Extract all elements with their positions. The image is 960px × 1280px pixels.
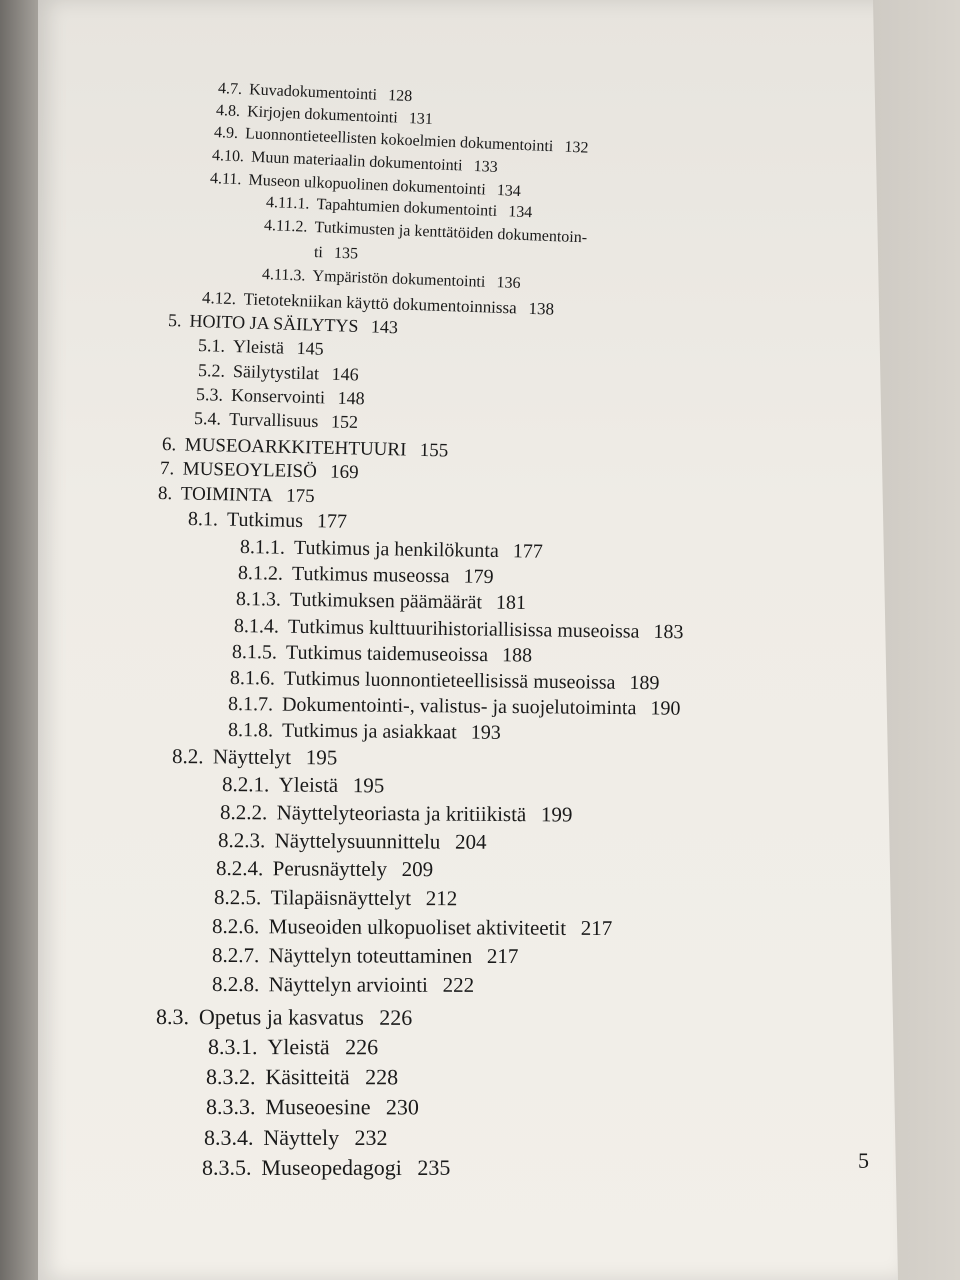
toc-entry xyxy=(222,772,385,798)
toc-entry-page: 128 xyxy=(387,87,413,106)
toc-entry-number: 8.1.1. xyxy=(239,536,286,559)
toc-entry-title: Luonnontieteellisten kokoelmien dokumentointi xyxy=(244,125,554,156)
toc-entry-page: 188 xyxy=(501,644,533,667)
toc-entry-title: Näyttelyt xyxy=(212,744,292,770)
toc-entry-page: 189 xyxy=(629,671,660,695)
toc-entry-number: 5.1. xyxy=(197,335,226,356)
toc-entry-number: 8.1. xyxy=(187,508,219,531)
toc-entry-page: 148 xyxy=(337,387,365,409)
toc-entry-title: Käsitteitä xyxy=(265,1064,350,1090)
toc-entry-title: ti xyxy=(313,244,324,262)
toc-entry-title: TOIMINTA xyxy=(180,483,274,507)
toc-entry-page: 131 xyxy=(408,110,434,129)
toc-entry xyxy=(206,1064,398,1090)
toc-entry xyxy=(228,693,681,721)
toc-entry xyxy=(194,408,359,433)
toc-entry-page: 136 xyxy=(496,274,521,293)
toc-entry-title: Tutkimus kulttuurihistoriallisissa museoissa xyxy=(287,615,640,643)
toc-entry-page: 195 xyxy=(305,745,338,770)
toc-entry-page: 204 xyxy=(454,829,487,854)
toc-entry-title: Muun materiaalin dokumentointi xyxy=(250,148,463,175)
page-number: 5 xyxy=(858,1148,869,1173)
toc-entry-number: 4.11.2. xyxy=(263,217,308,236)
toc-entry xyxy=(208,1034,378,1060)
toc-entry xyxy=(160,458,359,484)
toc-entry-page: 195 xyxy=(352,773,385,798)
toc-entry-number: 8.2.3. xyxy=(217,828,266,853)
toc-entry-page: 190 xyxy=(650,697,681,720)
toc-entry-page: 177 xyxy=(316,510,348,533)
toc-entry-number: 8.2.6. xyxy=(211,914,260,939)
toc-entry-page: 222 xyxy=(442,972,475,997)
toc-entry-number: 4.10. xyxy=(211,147,245,166)
toc-entry-title: Näyttelyn toteuttaminen xyxy=(268,943,473,968)
toc-entry-number: 8.3.3. xyxy=(205,1094,256,1120)
toc-entry xyxy=(234,615,684,644)
toc-entry-title: Dokumentointi-, valistus- ja suojelutoiminta xyxy=(281,693,637,720)
toc-entry-number: 4.7. xyxy=(217,80,243,98)
toc-entry-title: Näyttelysuunnittelu xyxy=(274,828,441,854)
toc-entry-title: Yleistä xyxy=(278,772,339,798)
toc-entry-page: 155 xyxy=(419,439,449,462)
toc-entry-page: 177 xyxy=(512,540,543,563)
toc-entry-title: Tutkimus ja asiakkaat xyxy=(281,719,457,744)
toc-entry-page: 132 xyxy=(564,138,589,157)
toc-entry xyxy=(218,828,487,855)
toc-entry-page: 212 xyxy=(425,886,458,911)
toc-entry-title: Tutkimus taidemuseoissa xyxy=(285,641,489,667)
toc-entry xyxy=(212,914,612,941)
toc-entry-number: 5. xyxy=(167,310,182,331)
toc-entry-number: 4.12. xyxy=(201,288,237,309)
toc-entry-title: Konservointi xyxy=(230,384,326,408)
toc-entry xyxy=(216,856,433,882)
toc-entry xyxy=(196,384,365,409)
toc-entry-page: 181 xyxy=(495,591,527,615)
toc-entry-page: 134 xyxy=(496,182,522,201)
toc-entry-title: Tietotekniikan käyttö dokumentoinnissa xyxy=(243,289,518,318)
toc-entry-title: Tutkimusten ja kenttätöiden dokumentoin- xyxy=(314,218,588,247)
toc-entry-number: 8.1.2. xyxy=(237,562,284,585)
toc-entry-page: 199 xyxy=(540,802,573,827)
toc-entry-page: 138 xyxy=(528,298,555,319)
toc-entry-title: Perusnäyttely xyxy=(272,856,388,881)
toc-entry-page: 232 xyxy=(354,1125,388,1150)
toc-entry-page: 175 xyxy=(285,485,315,508)
toc-entry xyxy=(218,80,413,106)
toc-entry xyxy=(240,536,543,564)
toc-entry-title: Museoiden ulkopuoliset aktiviteetit xyxy=(268,914,567,940)
toc-entry xyxy=(314,244,359,264)
toc-entry-title: Tutkimus xyxy=(226,508,304,533)
toc-entry-number: 8.2.2. xyxy=(219,800,268,825)
toc-entry-title: Tutkimuksen päämäärät xyxy=(289,588,483,614)
toc-entry-title: Kirjojen dokumentointi xyxy=(246,103,399,127)
toc-entry xyxy=(236,588,526,615)
toc-entry-title: MUSEOARKKITEHTUURI xyxy=(184,434,407,461)
toc-entry xyxy=(214,885,457,911)
toc-entry-title: Kuvadokumentointi xyxy=(248,81,378,104)
toc-entry-title: HOITO JA SÄILYTYS xyxy=(189,310,359,336)
toc-entry-title: Turvallisuus xyxy=(228,408,319,432)
toc-entry-number: 8.3.2. xyxy=(205,1064,256,1090)
toc-entry xyxy=(212,943,518,969)
toc-entry-title: Tutkimus museossa xyxy=(291,562,450,588)
toc-entry-number: 4.9. xyxy=(213,124,239,142)
toc-entry-number: 8.1.5. xyxy=(231,641,278,664)
toc-entry-number: 8.2. xyxy=(171,744,204,769)
toc-entry xyxy=(198,360,359,385)
toc-entry-title: Museopedagogi xyxy=(261,1155,402,1180)
toc-entry-title: Tilapäisnäyttelyt xyxy=(270,885,412,911)
toc-entry-number: 5.4. xyxy=(193,408,222,429)
toc-entry-title: Ympäristön dokumentointi xyxy=(312,267,486,291)
toc-entry-title: Museon ulkopuolinen dokumentointi xyxy=(248,171,487,199)
toc-entry-page: 145 xyxy=(296,337,324,359)
toc-entry-title: Opetus ja kasvatus xyxy=(198,1004,364,1030)
toc-entry-number: 4.11.1. xyxy=(265,194,310,213)
toc-entry-page: 230 xyxy=(385,1094,419,1120)
toc-entry xyxy=(220,800,573,827)
toc-entry xyxy=(238,562,494,589)
toc-entry-number: 8.2.5. xyxy=(213,885,262,910)
toc-entry-title: Tapahtumien dokumentointi xyxy=(316,195,498,220)
toc-entry xyxy=(212,972,474,998)
toc-entry-title: Museoesine xyxy=(265,1094,371,1120)
toc-entry-number: 8.3.4. xyxy=(204,1125,254,1150)
toc-entry-number: 7. xyxy=(159,458,175,480)
toc-entry-page: 169 xyxy=(329,461,359,484)
toc-entry-number: 8. xyxy=(157,483,173,505)
toc-entry-title: Yleistä xyxy=(267,1034,330,1060)
toc-entry-title: Säilytystilat xyxy=(232,360,320,384)
toc-entry-title: MUSEOYLEISÖ xyxy=(182,458,318,483)
toc-entry-page: 135 xyxy=(333,244,359,263)
toc-entry-number: 8.2.1. xyxy=(221,772,270,797)
toc-entry xyxy=(228,719,501,745)
toc-entry-number: 6. xyxy=(161,434,177,456)
toc-entry-page: 226 xyxy=(379,1004,413,1030)
toc-entry xyxy=(168,310,399,338)
toc-entry xyxy=(230,667,660,695)
toc-entry-page: 152 xyxy=(330,411,359,433)
toc-entry xyxy=(232,641,532,668)
toc-entry-number: 8.1.6. xyxy=(229,667,276,690)
toc-entry-number: 4.11.3. xyxy=(261,266,306,285)
toc-entry-title: Yleistä xyxy=(232,336,285,358)
toc-entry-number: 8.2.4. xyxy=(215,856,264,881)
toc-entry-title: Tutkimus ja henkilökunta xyxy=(293,536,499,563)
toc-entry xyxy=(262,266,521,293)
toc-entry-number: 8.1.3. xyxy=(235,588,282,611)
toc-entry-number: 8.1.8. xyxy=(227,719,274,742)
toc-entry-page: 146 xyxy=(331,363,359,385)
toc-entry-number: 8.2.7. xyxy=(211,943,260,968)
toc-entry xyxy=(264,217,588,247)
toc-entry-page: 228 xyxy=(365,1064,399,1090)
toc-entry xyxy=(198,335,324,360)
toc-entry-number: 8.3.5. xyxy=(202,1155,252,1180)
toc-entry-number: 5.2. xyxy=(197,360,226,381)
toc-entry-title: Näyttely xyxy=(263,1125,340,1150)
toc-entry-page: 226 xyxy=(345,1034,379,1060)
toc-entry-number: 8.2.8. xyxy=(211,972,260,997)
toc-entry xyxy=(156,1004,412,1031)
toc-entry-number: 8.1.4. xyxy=(233,615,280,638)
toc-entry-page: 209 xyxy=(401,856,434,882)
toc-entry-page: 133 xyxy=(473,157,499,176)
toc-entry-number: 8.3.1. xyxy=(207,1034,258,1060)
toc-entry-title: Näyttelyn arviointi xyxy=(268,972,428,997)
toc-entry-title: Tutkimus luonnontieteellisissä museoissa xyxy=(283,667,616,694)
toc-entry-page: 217 xyxy=(486,943,519,969)
toc-entry xyxy=(202,1155,450,1181)
toc-entry xyxy=(172,744,337,770)
toc-entry-number: 5.3. xyxy=(195,384,224,405)
toc-entry-page: 183 xyxy=(653,620,684,644)
toc-entry-page: 193 xyxy=(470,721,501,744)
toc-entry-number: 8.3. xyxy=(155,1004,190,1030)
toc-entry xyxy=(188,508,347,534)
toc-entry-page: 143 xyxy=(370,316,399,338)
toc-entry-number: 8.1.7. xyxy=(227,693,274,716)
toc-entry xyxy=(204,1125,388,1151)
toc-entry-page: 179 xyxy=(463,565,494,589)
toc-entry xyxy=(206,1094,419,1120)
toc-entry-page: 217 xyxy=(580,915,613,941)
toc-entry xyxy=(158,483,315,508)
toc-entry-title: Näyttelyteoriasta ja kritiikistä xyxy=(276,800,527,827)
toc-entry-page: 235 xyxy=(417,1155,451,1180)
toc-entry-page: 134 xyxy=(507,203,533,222)
toc-entry-number: 4.8. xyxy=(215,102,241,120)
toc-entry-number: 4.11. xyxy=(209,170,242,189)
